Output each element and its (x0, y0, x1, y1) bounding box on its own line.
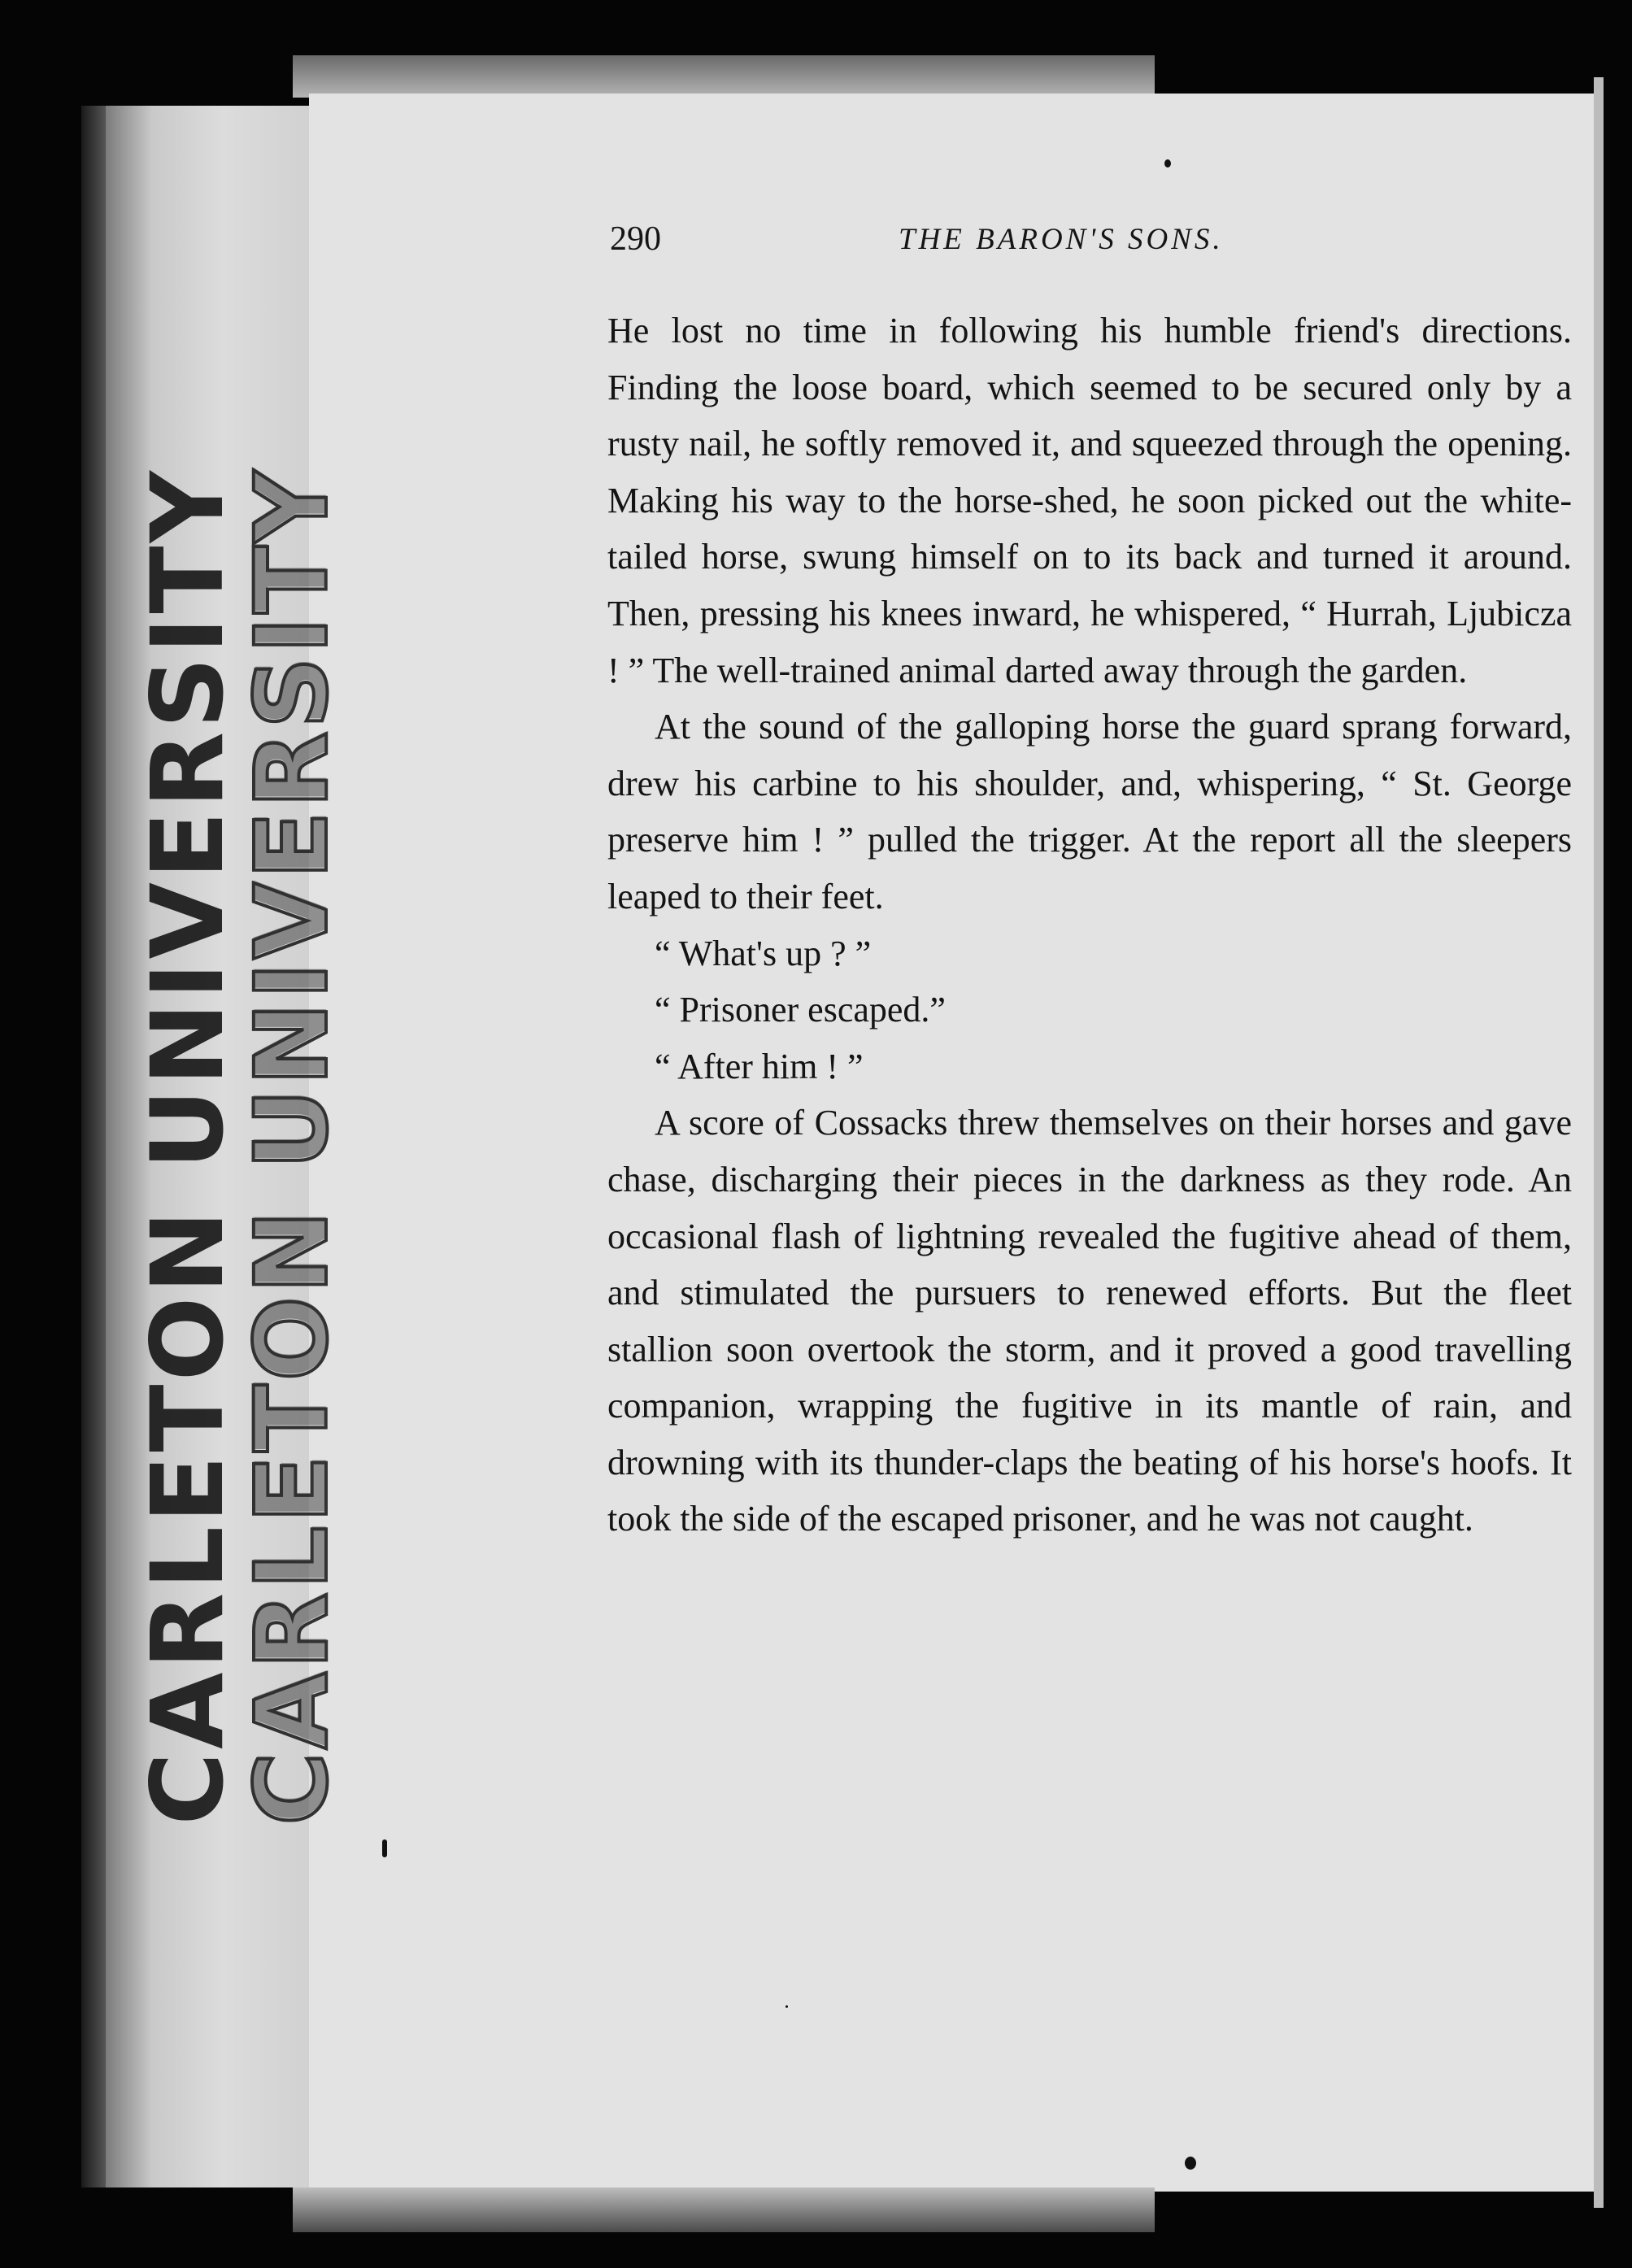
body-text (607, 303, 1572, 1548)
scan-speck (382, 1839, 387, 1857)
dialog-line: “ After him ! ” (655, 1046, 864, 1086)
top-shadow-band (293, 55, 1155, 98)
binding-shadow (81, 106, 106, 2187)
running-head (610, 220, 1285, 276)
scan-speck (1164, 159, 1171, 168)
library-stamp (130, 468, 350, 1826)
paragraph: At the sound of the galloping horse the guard sprang forward, drew his carbine to his shoulder, and, whispering, “ St. George preserve him ! ” pulled the trigger. At the report all the sleepers leaped to their feet. (607, 707, 1572, 916)
bottom-shadow-band (293, 2187, 1155, 2232)
dialog-line: “ Prisoner escaped.” (655, 990, 946, 1030)
book-title: THE BARON'S SONS. (899, 223, 1224, 256)
paragraph: A score of Cossacks threw themselves on their horses and gave chase, discharging their pieces in the darkness as they rode. An occasional flash of lightning revealed the fugitive ahead of them, and stimulated the pursuers to renewed efforts. But the fleet stallion soon overtook the storm, and it proved a good travelling companion, wrapping the fugitive in its mantle of rain, and drowning with its thunder-claps the beating of his horse's hoofs. It took the side of the escaped prisoner, and he was not caught. (607, 1103, 1572, 1539)
paragraph: He lost no time in following his humble friend's directions. Finding the loose board, which seemed to be secured only by a rusty nail, he softly removed it, and squeezed through the opening. Making his way to the horse-shed, he soon picked out the white-tailed horse, swung himself on to its back and turned it around. Then, pressing his knees inward, he whispered, “ Hurrah, Ljubicza ! ” The well-trained animal darted away through the garden. (607, 311, 1572, 690)
page-number: 290 (610, 220, 661, 258)
scan-speck (786, 2005, 788, 2008)
stamp-line-solid: CARLETON UNIVERSITY (130, 468, 246, 1826)
scan-speck (1185, 2157, 1196, 2170)
dialog-line: “ What's up ? ” (655, 933, 872, 973)
right-page-edge (1594, 77, 1604, 2208)
stamp-line-outline: CARLETON UNIVERSITY (234, 468, 350, 1826)
